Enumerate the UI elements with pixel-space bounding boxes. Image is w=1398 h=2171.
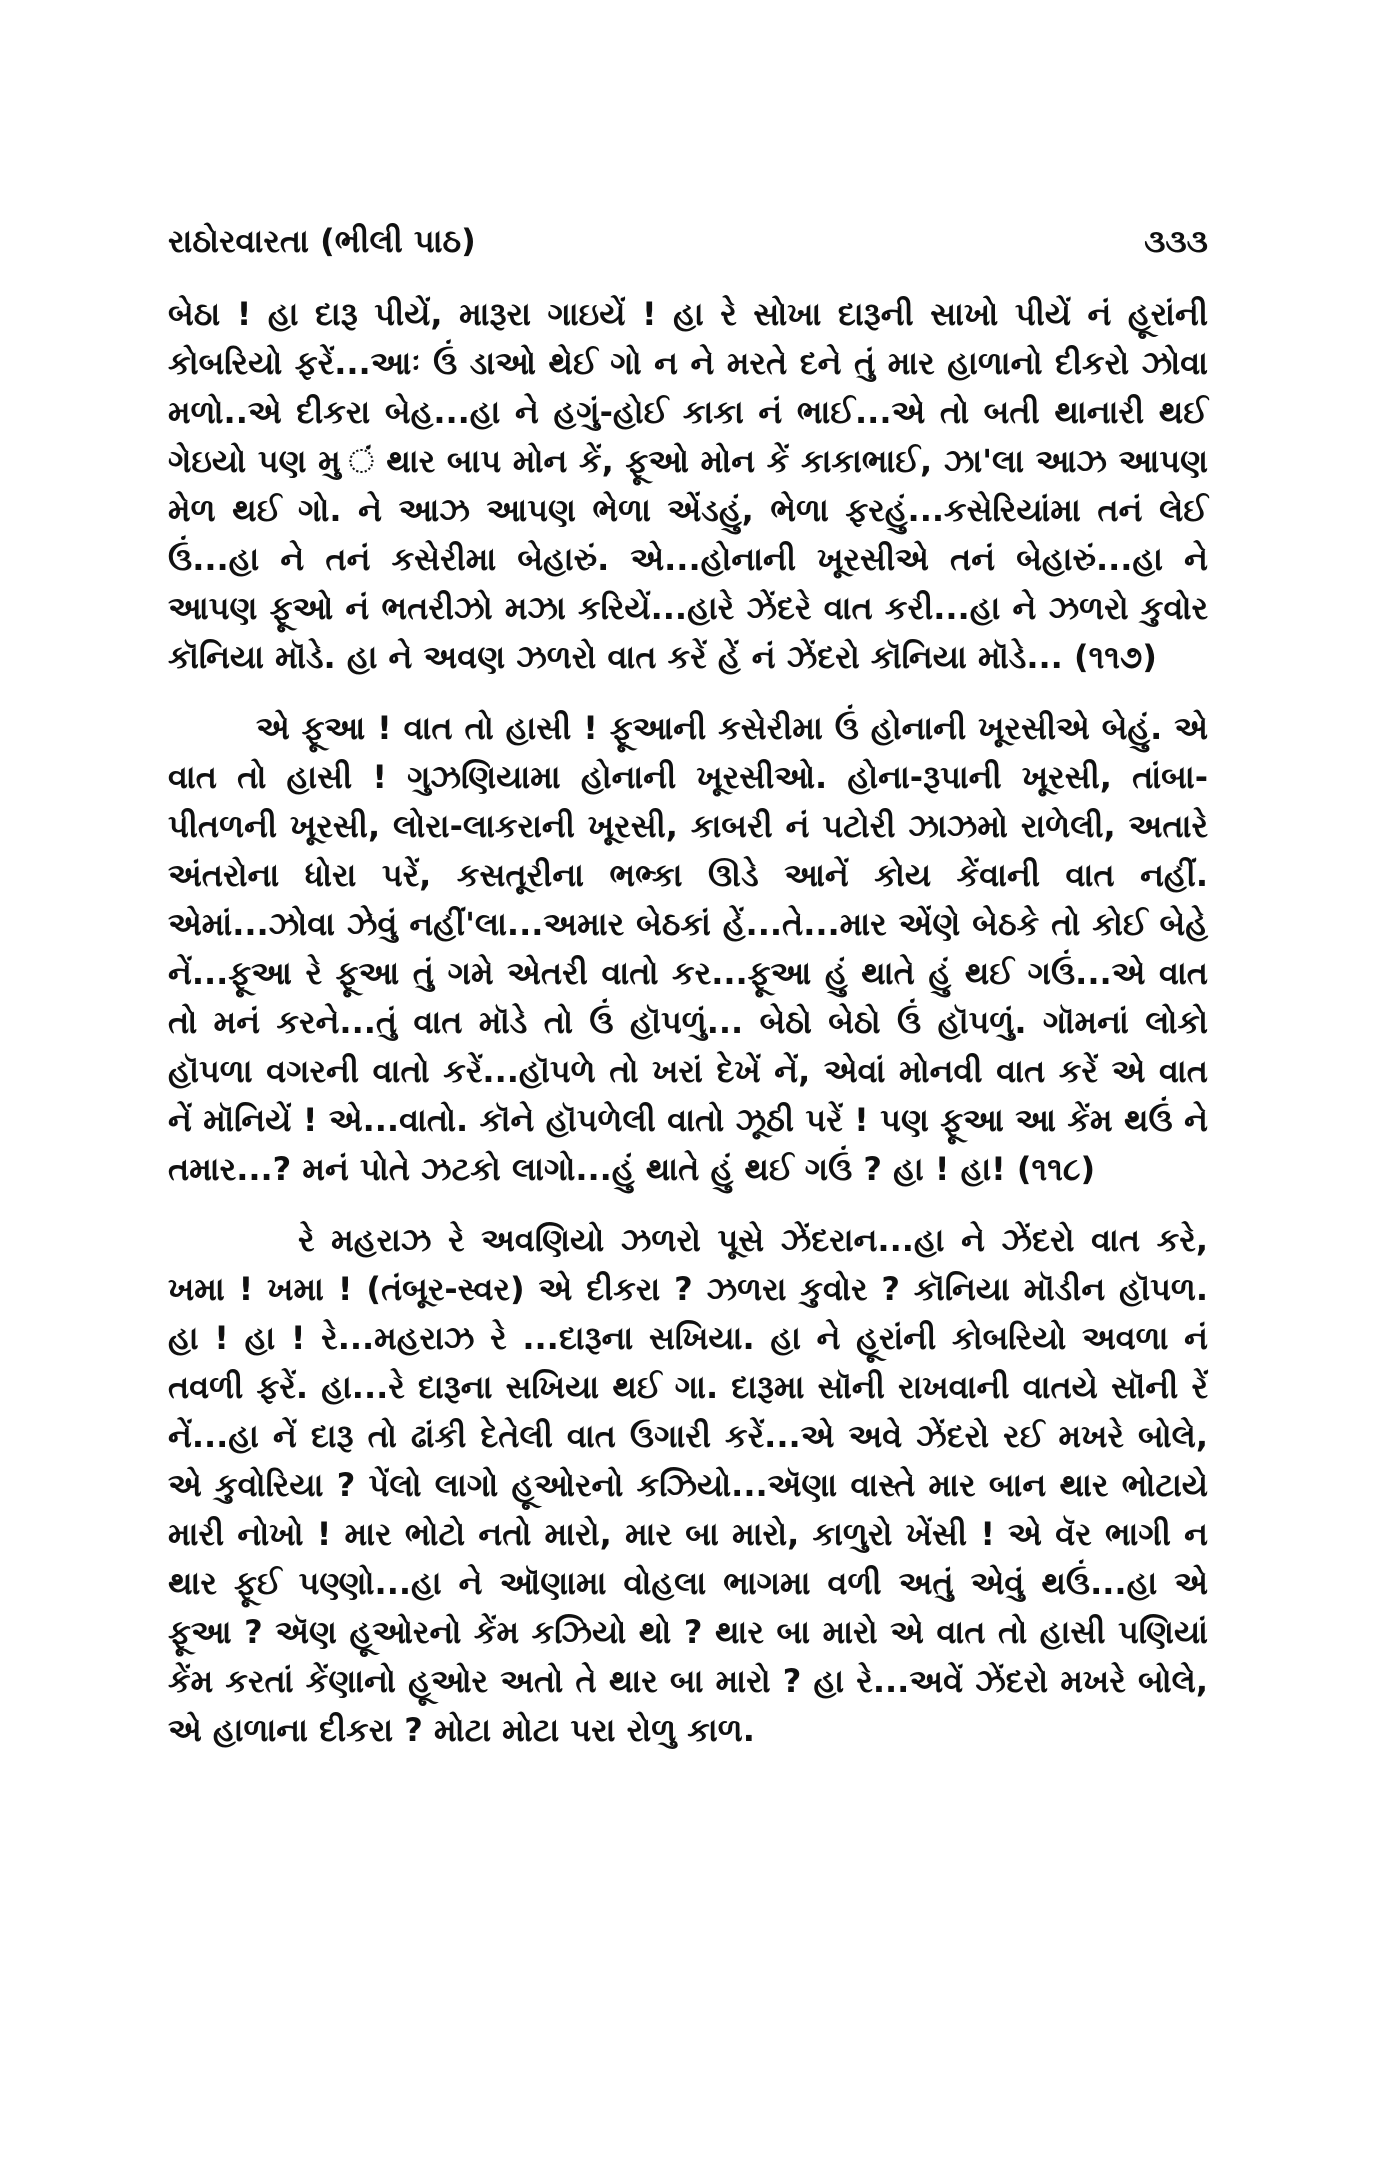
paragraph-117: બેઠા ! હા દારૂ પીયેં, મારૂરા ગાઇયેં ! હા રે સોખા દારૂની સાખો પીયેં નં હૂરાંની કોબરિયો ફરેં...આઃ ઉં ડાઓ થેઈ ગો ન ને મરતે દને તું માર હાળાનો દીકરો ઝોવા મળો..એ દીકરા બેહ...હા ને હગું-હોઈ કાકા નં ભાઈ...એ તો બતી થાનારી થઈ ગેઇયો પણ મુ ં થાર બાપ મોન કેં, ફૂઓ મોન કેં કાકાભાઈ, ઝા'લા આઝ આપણ મેળ થઈ ગો. ને આઝ આપણ ભેળા એંડહું, ભેળા ફરહું...કસેરિયાંમા તનં લેઈ ઉં...હા ને તનં કસેરીમા બેહારું. એ...હોનાની ખૂરસીએ તનં બેહારું...હા ને આપણ ફૂઓ નં ભતરીઝો મઝા કરિયેં...હારે ઝેંદરે વાત કરી...હા ને ઝળરો કુવોર કૉનિયા મૉડે. હા ને અવણ ઝળરો વાત કરેં હેં નં ઝેંદરો કૉનિયા મૉડે... (૧૧૭) — [168, 295, 1208, 676]
running-title: રાઠોરવારતા (ભીલી પાઠ) — [168, 222, 476, 260]
paragraph-119: રે મહરાઝ રે અવણિયો ઝળરો પૂસે ઝેંદરાન...હા ને ઝેંદરો વાત કરે, ખમા ! ખમા ! (તંબૂર-સ્વર) એ દીકરા ? ઝળરા કુવોર ? કૉનિયા મૉડીન હૉપળ. હા ! હા ! રે...મહરાઝ રે ...દારૂના સખિયા. હા ને હૂરાંની કોબરિયો અવળા નં તવળી ફરેં. હા...રે દારૂના સખિયા થઈ ગા. દારૂમા સૉની રાખવાની વાતયે સૉની રેં નેં...હા નેં દારૂ તો ઢાંકી દેતેલી વાત ઉગારી કરેં...એ અવે ઝેંદરો રઈ મખરે બોલે, એ કુવોરિયા ? પેંલો લાગો હૂઓરનો કઝિયો...ઍણા વાસ્તે માર બાન થાર ભોટાયે મારી નોખો ! માર ભોટો નતો મારો, માર બા મારો, કાળુરો ખેંસી ! એ વૅર ભાગી ન થાર ફૂઈ પણ્ણો...હા ને ઑણામા વોહલા ભાગમા વળી અતું એવું થઉં...હા એ ફૂઆ ? ઍણ હૂઓરનો કેંમ કઝિયો થો ? થાર બા મારો એ વાત તો હાસી પણિયાં કેંમ કરતાં કેંણાનો હૂઓર અતો તે થાર બા મારો ? હા રે...અવેં ઝેંદરો મખરે બોલે, એ હાળાના દીકરા ? મોટા મોટા પરા રોળુ કાળ. — [168, 1221, 1208, 1749]
body-text — [168, 290, 1208, 1755]
page-number: ૩૩૩ — [1144, 222, 1208, 260]
paragraph-118: એ ફૂઆ ! વાત તો હાસી ! ફૂઆની કસેરીમા ઉં હોનાની ખૂરસીએ બેહું. એ વાત તો હાસી ! ગુઝણિયામા હોનાની ખૂરસીઓ. હોના-રૂપાની ખૂરસી, તાંબા-પીતળની ખૂરસી, લોરા-લાકરાની ખૂરસી, કાબરી નં પટોરી ઝાઝમો રાળેલી, અતારે અંતરોના ધોરા પરેં, કસતૂરીના ભભ્કા ઊડે આનેં કોય કેંવાની વાત નહીં. એમાં...ઝોવા ઝેવું નહીં'લા...અમાર બેઠકાં હેં...તે...માર એંણે બેઠકે તો કોઈ બેહે નેં...ફૂઆ રે ફૂઆ તું ગમે એતરી વાતો કર...ફૂઆ હું થાતે હું થઈ ગઉં...એ વાત તો મનં કરને...તું વાત મૉડે તો ઉં હૉપળું... બેઠો બેઠો ઉં હૉપળું. ગૉમનાં લોકો હૉપળા વગરની વાતો કરેં...હૉપળે તો ખરાં દેખેં નેં, એવાં મોનવી વાત કરેં એ વાત નેં મૉનિયેં ! એ...વાતો. કૉને હૉપળેલી વાતો ઝૂઠી પરેં ! પણ ફૂઆ આ કેંમ થઉં ને તમાર...? મનં પોતે ઝટકો લાગો...હું થાતે હું થઈ ગઉં ? હા ! હા! (૧૧૮) — [168, 709, 1208, 1188]
running-header — [168, 222, 1208, 272]
